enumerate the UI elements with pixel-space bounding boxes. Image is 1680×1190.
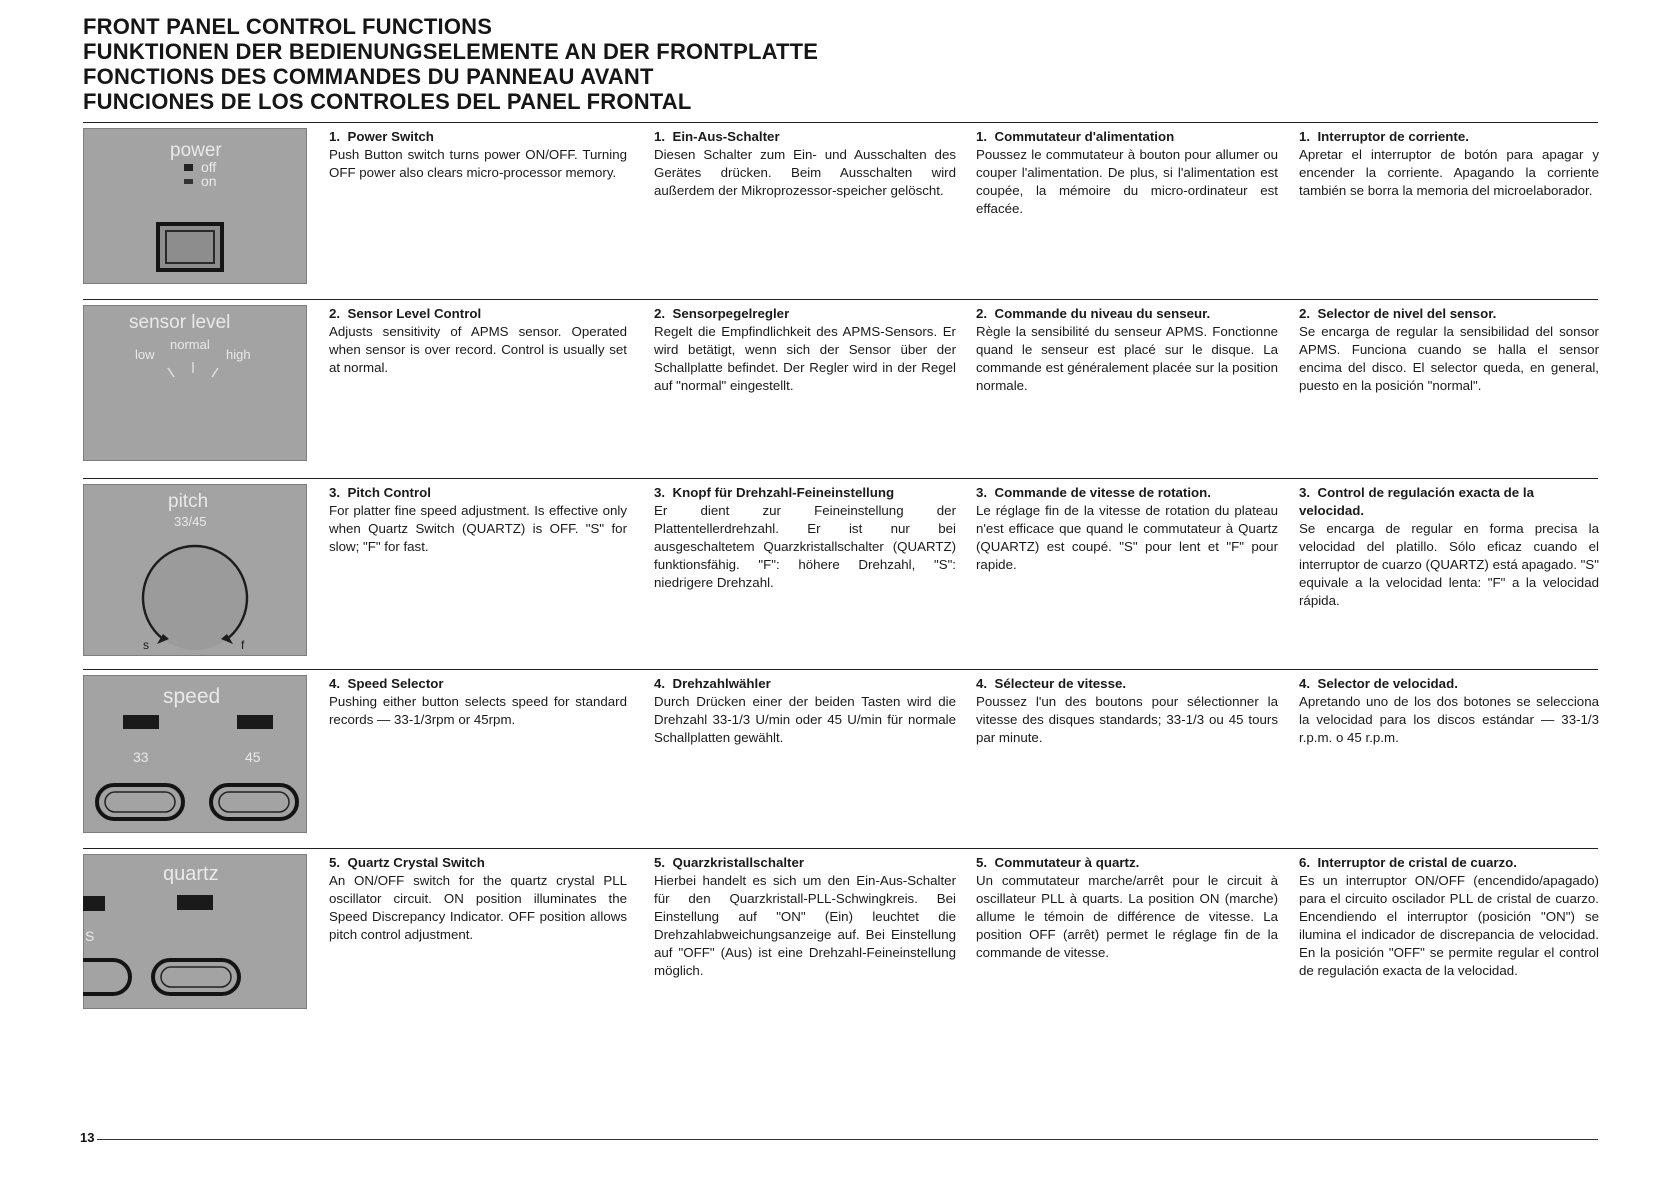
power-panel-illustration bbox=[83, 128, 307, 284]
item-number: 5. bbox=[329, 855, 341, 870]
speed-45-label: 45 bbox=[245, 749, 261, 765]
item-number: 1. bbox=[976, 129, 988, 144]
button-inner-ring bbox=[161, 967, 231, 987]
fast-label: f bbox=[241, 638, 245, 652]
item-title: Knopf für Drehzahl-Feineinstellung bbox=[672, 485, 895, 500]
footer-rule bbox=[97, 1139, 1598, 1140]
slow-label: s bbox=[143, 638, 149, 652]
item-body: Adjusts sensitivity of APMS sensor. Operated when sensor is over record. Control is usually set at normal. bbox=[329, 324, 627, 375]
item-title: Selector de nivel del sensor. bbox=[1317, 306, 1497, 321]
sensor-panel-label: sensor level bbox=[129, 312, 231, 333]
item-body: Se encarga de regular la sensibilidad del sonsor APMS. Funciona cuando se halla el sensor encima del disco. El selector queda, en general, puesto en la posición "normal". bbox=[1299, 324, 1599, 393]
pitch-text-spanish bbox=[1299, 484, 1599, 610]
quartz-text-spanish bbox=[1299, 854, 1599, 980]
item-number: 6. bbox=[1299, 855, 1311, 870]
title-german: FUNKTIONEN DER BEDIENUNGSELEMENTE AN DER FRONTPLATTE bbox=[83, 39, 819, 64]
item-body: Apretar el interruptor de botón para apagar y encender la corriente. Apagando la corriente también se borra la memoria del microelaborador. bbox=[1299, 147, 1599, 198]
item-body: Poussez l'un des boutons pour sélectionner la vitesse des disques standards; 33-1/3 ou 45 tours par minute. bbox=[976, 694, 1278, 745]
item-title: Sensor Level Control bbox=[347, 306, 482, 321]
speed-panel-illustration bbox=[83, 675, 307, 833]
item-body: Er dient zur Feineinstellung der Plattentellerdrehzahl. Er ist nur bei ausgeschaltetem Quarzkristallschalter (QUARTZ) funktionsfähig. "F": höhere Drehzahl, "S": niedrigere Drehzahl. bbox=[654, 503, 956, 590]
sensor-high-label: high bbox=[226, 347, 251, 362]
section-divider bbox=[83, 478, 1598, 479]
item-body: Diesen Schalter zum Ein- und Ausschalten des Gerätes drücken. Beim Ausschalten wird außerdem der Mikroprozessor-speicher gelöscht. bbox=[654, 147, 956, 198]
item-title: Quarzkristallschalter bbox=[672, 855, 805, 870]
speed-45-button[interactable] bbox=[211, 785, 297, 819]
item-number: 4. bbox=[1299, 676, 1311, 691]
item-body: Push Button switch turns power ON/OFF. Turning OFF power also clears micro-processor memory. bbox=[329, 147, 627, 180]
item-number: 2. bbox=[329, 306, 341, 321]
button-inner-ring bbox=[105, 792, 175, 812]
speed-text-english bbox=[329, 675, 627, 729]
speed-45-indicator-icon bbox=[237, 715, 273, 729]
sensor-text-english bbox=[329, 305, 627, 377]
quartz-panel-illustration bbox=[83, 854, 307, 1009]
item-number: 3. bbox=[1299, 485, 1311, 500]
section-divider bbox=[83, 122, 1598, 123]
item-title: Commutateur d'alimentation bbox=[994, 129, 1175, 144]
item-title: Power Switch bbox=[347, 129, 434, 144]
pitch-panel-illustration bbox=[83, 484, 307, 656]
item-body: Le réglage fin de la vitesse de rotation du plateau n'est efficace que quand le commutateur à Quartz (QUARTZ) est coupé. "S" pour lent et "F" pour rapide. bbox=[976, 503, 1278, 572]
pitch-text-german bbox=[654, 484, 956, 592]
item-body: Poussez le commutateur à bouton pour allumer ou couper l'alimentation. De plus, si l'alimentation est coupée, la mémoire du micro-ordinateur est effacée. bbox=[976, 147, 1278, 216]
sensor-text-german bbox=[654, 305, 956, 395]
speed-33-button[interactable] bbox=[97, 785, 183, 819]
item-title: Commande du niveau du senseur. bbox=[994, 306, 1211, 321]
item-title: Ein-Aus-Schalter bbox=[672, 129, 780, 144]
item-number: 2. bbox=[976, 306, 988, 321]
power-text-german bbox=[654, 128, 956, 200]
tick-mark bbox=[212, 368, 218, 377]
item-number: 1. bbox=[1299, 129, 1311, 144]
item-title: Commande de vitesse de rotation. bbox=[994, 485, 1211, 500]
item-number: 5. bbox=[654, 855, 666, 870]
item-title: Speed Selector bbox=[347, 676, 444, 691]
sensor-panel-illustration bbox=[83, 305, 307, 461]
item-number: 3. bbox=[329, 485, 341, 500]
page-footer bbox=[80, 1130, 1598, 1146]
item-number: 1. bbox=[329, 129, 341, 144]
item-body: Apretando uno de los dos botones se selecciona la velocidad para los discos estándar — 33-1/3 r.p.m. o 45 r.p.m. bbox=[1299, 694, 1599, 745]
item-title: Control de regulación exacta de la velocidad. bbox=[1299, 485, 1534, 518]
item-body: An ON/OFF switch for the quartz crystal PLL oscillator circuit. ON position illuminates the Speed Discrepancy Indicator. OFF position allows pitch control adjustment. bbox=[329, 873, 627, 942]
quartz-text-german bbox=[654, 854, 956, 980]
item-number: 3. bbox=[976, 485, 988, 500]
item-title: Sélecteur de vitesse. bbox=[994, 676, 1127, 691]
power-panel-label: power bbox=[170, 140, 222, 161]
pitch-panel-label: pitch bbox=[168, 491, 209, 512]
item-body: For platter fine speed adjustment. Is effective only when Quartz Switch (QUARTZ) is OFF. "S" for slow; "F" for fast. bbox=[329, 503, 627, 554]
speed-panel-label: speed bbox=[163, 685, 221, 708]
quartz-text-french bbox=[976, 854, 1278, 962]
title-spanish: FUNCIONES DE LOS CONTROLES DEL PANEL FRONTAL bbox=[83, 89, 692, 114]
sensor-text-french bbox=[976, 305, 1278, 395]
item-number: 5. bbox=[976, 855, 988, 870]
quartz-text-english bbox=[329, 854, 627, 944]
item-title: Selector de velocidad. bbox=[1317, 676, 1458, 691]
pitch-range-label: 33/45 bbox=[174, 514, 207, 529]
sensor-text-spanish bbox=[1299, 305, 1599, 395]
button-inner-ring bbox=[219, 792, 289, 812]
speed-text-french bbox=[976, 675, 1278, 747]
speed-33-indicator-icon bbox=[123, 715, 159, 729]
item-body: Es un interruptor ON/OFF (encendido/apagado) para el circuito oscilador PLL de cristal de cuarzo. Encendiendo el interruptor (posición "ON") se ilumina el indicador de discrepancia de velocidad. En la posición "OFF" se permite regular el control de regulación exacta de la velocidad. bbox=[1299, 873, 1599, 978]
title-english: FRONT PANEL CONTROL FUNCTIONS bbox=[83, 14, 493, 39]
section-divider bbox=[83, 848, 1598, 849]
tick-mark bbox=[168, 368, 174, 377]
title-french: FONCTIONS DES COMMANDES DU PANNEAU AVANT bbox=[83, 64, 654, 89]
item-number: 4. bbox=[976, 676, 988, 691]
section-divider bbox=[83, 669, 1598, 670]
item-number: 2. bbox=[1299, 306, 1311, 321]
speed-text-spanish bbox=[1299, 675, 1599, 747]
speed-text-german bbox=[654, 675, 956, 747]
item-body: Hierbei handelt es sich um den Ein-Aus-Schalter für den Quarzkristall-PLL-Schwingkreis. Bei Einstellung auf "ON" (Ein) leuchtet die Drehzahlabweichungsanzeige auf. Bei Einstellung auf "OFF" (Aus) ist eine Drehzahl-Feineinstellung möglich. bbox=[654, 873, 956, 978]
item-number: 4. bbox=[654, 676, 666, 691]
item-number: 3. bbox=[654, 485, 666, 500]
power-text-spanish bbox=[1299, 128, 1599, 200]
item-title: Sensorpegelregler bbox=[672, 306, 790, 321]
power-text-english bbox=[329, 128, 627, 182]
item-body: Règle la sensibilité du senseur APMS. Fonctionne quand le senseur est placé sur le disque. La commande est généralement placée sur la position normale. bbox=[976, 324, 1278, 393]
sensor-normal-label: normal bbox=[170, 337, 210, 352]
pitch-text-french bbox=[976, 484, 1278, 574]
quartz-indicator-icon bbox=[177, 895, 213, 910]
speed-45-button-partial bbox=[83, 960, 130, 994]
item-number: 2. bbox=[654, 306, 666, 321]
quartz-panel-label: quartz bbox=[163, 863, 219, 885]
item-body: Regelt die Empfindlichkeit des APMS-Sensors. Er wird betätigt, wenn sich der Sensor über der Schallplatte befindet. Der Regler wird in der Regel auf "normal" eingestellt. bbox=[654, 324, 956, 393]
item-number: 4. bbox=[329, 676, 341, 691]
item-title: Drehzahlwähler bbox=[672, 676, 771, 691]
item-title: Commutateur à quartz. bbox=[994, 855, 1140, 870]
sensor-low-label: low bbox=[135, 347, 155, 362]
on-label: on bbox=[201, 173, 217, 189]
off-indicator-icon bbox=[184, 164, 193, 171]
speed-33-label: 33 bbox=[133, 749, 149, 765]
page-titles bbox=[83, 14, 818, 114]
item-title: Interruptor de cristal de cuarzo. bbox=[1317, 855, 1517, 870]
section-divider bbox=[83, 299, 1598, 300]
item-body: Durch Drücken einer der beiden Tasten wird die Drehzahl 33-1/3 U/min oder 45 U/min für normale Schallplatten gewählt. bbox=[654, 694, 956, 745]
quartz-button[interactable] bbox=[153, 960, 239, 994]
item-title: Quartz Crystal Switch bbox=[347, 855, 485, 870]
quartz-side-label: S bbox=[85, 928, 95, 944]
quartz-left-indicator-icon bbox=[83, 896, 105, 911]
on-indicator-icon bbox=[184, 179, 193, 184]
pitch-text-english bbox=[329, 484, 627, 556]
item-body: Se encarga de regular en forma precisa la velocidad del platillo. Sólo eficaz cuando el interruptor de cuarzo (QUARTZ) está apagado. "S" equivale a la velocidad lenta: "F" a la velocidad rápida. bbox=[1299, 521, 1599, 608]
item-number: 1. bbox=[654, 129, 666, 144]
item-title: Interruptor de corriente. bbox=[1317, 129, 1469, 144]
off-label: off bbox=[201, 159, 217, 175]
item-body: Un commutateur marche/arrêt pour le circuit à oscillateur PLL à quarts. La position ON (marche) allume le témoin de différence de vitesse. La position OFF (arrêt) permet le réglage fin de la commande de vitesse. bbox=[976, 873, 1278, 960]
item-body: Pushing either button selects speed for standard records — 33-1/3rpm or 45rpm. bbox=[329, 694, 627, 727]
page-number: 13 bbox=[80, 1130, 95, 1145]
item-title: Pitch Control bbox=[347, 485, 431, 500]
power-text-french bbox=[976, 128, 1278, 218]
